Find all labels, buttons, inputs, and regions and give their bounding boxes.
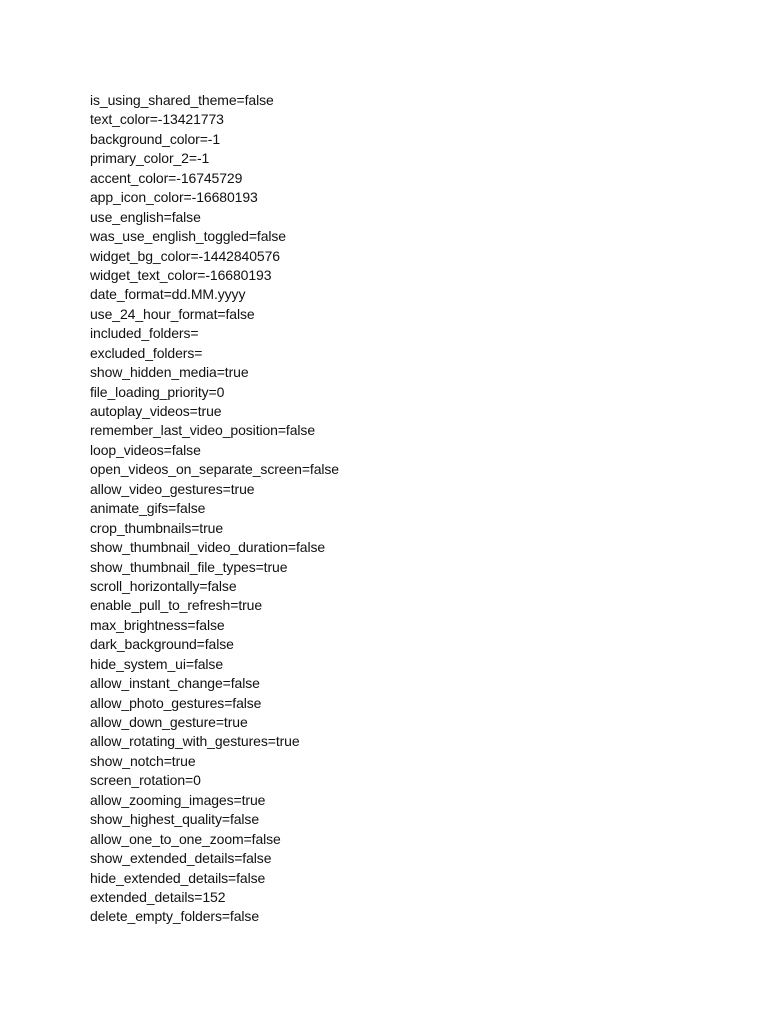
setting-line: excluded_folders= [90, 344, 203, 361]
setting-line: show_hidden_media=true [90, 364, 249, 381]
setting-line: background_color=-1 [90, 130, 221, 147]
setting-line: accent_color=-16745729 [90, 169, 243, 186]
setting-line: allow_instant_change=false [90, 675, 260, 692]
setting-line: allow_video_gestures=true [90, 480, 255, 497]
setting-line: date_format=dd.MM.yyyy [90, 286, 246, 303]
setting-line: dark_background=false [90, 636, 234, 653]
setting-line: max_brightness=false [90, 616, 225, 633]
setting-line: show_thumbnail_video_duration=false [90, 539, 326, 556]
setting-line: autoplay_videos=true [90, 403, 222, 419]
setting-line: scroll_horizontally=false [90, 577, 237, 594]
setting-line: show_highest_quality=false [90, 811, 260, 828]
setting-line: hide_extended_details=false [90, 869, 266, 886]
setting-line: allow_zooming_images=true [90, 791, 266, 808]
setting-line: loop_videos=false [90, 441, 201, 458]
setting-line: extended_details=152 [90, 888, 226, 905]
setting-line: file_loading_priority=0 [90, 383, 225, 400]
settings-list [90, 91, 730, 927]
setting-line: use_24_hour_format=false [90, 305, 255, 322]
setting-line: crop_thumbnails=true [90, 519, 224, 536]
setting-line: allow_down_gesture=true [90, 714, 248, 730]
setting-line: delete_empty_folders=false [90, 908, 260, 925]
setting-line: screen_rotation=0 [90, 772, 201, 789]
setting-line: show_extended_details=false [90, 850, 272, 867]
setting-line: allow_rotating_with_gestures=true [90, 733, 300, 750]
setting-line: open_videos_on_separate_screen=false [90, 461, 339, 478]
setting-line: show_notch=true [90, 752, 196, 769]
setting-line: remember_last_video_position=false [90, 422, 316, 439]
setting-line: enable_pull_to_refresh=true [90, 597, 263, 614]
setting-line: primary_color_2=-1 [90, 150, 210, 167]
setting-line: allow_one_to_one_zoom=false [90, 830, 281, 847]
setting-line: use_english=false [90, 208, 201, 225]
setting-line: widget_text_color=-16680193 [90, 266, 272, 283]
document-page [90, 91, 730, 927]
setting-line: widget_bg_color=-1442840576 [90, 247, 280, 264]
setting-line: is_using_shared_theme=false [90, 92, 274, 108]
setting-line: app_icon_color=-16680193 [90, 189, 258, 206]
setting-line: allow_photo_gestures=false [90, 694, 262, 711]
setting-line: animate_gifs=false [90, 500, 206, 517]
setting-line: included_folders= [90, 325, 199, 342]
setting-line: was_use_english_toggled=false [90, 228, 286, 245]
setting-line: hide_system_ui=false [90, 655, 224, 672]
setting-line: text_color=-13421773 [90, 111, 224, 128]
setting-line: show_thumbnail_file_types=true [90, 558, 288, 575]
